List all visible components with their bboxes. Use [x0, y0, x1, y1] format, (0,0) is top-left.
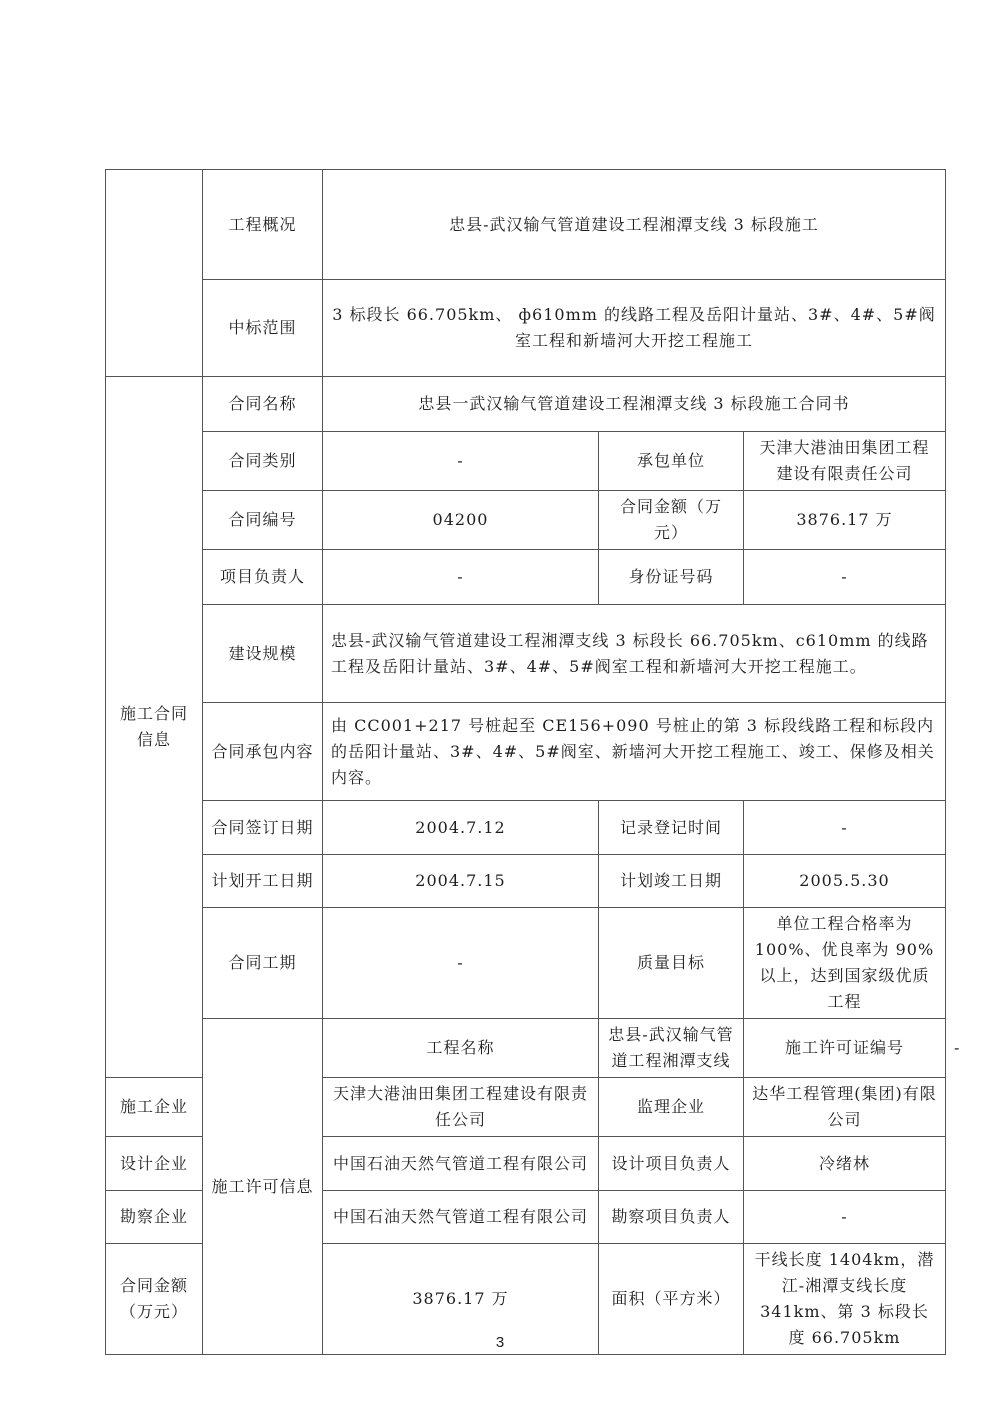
table-row [106, 550, 946, 605]
table-row [106, 908, 946, 1019]
row-value: - [744, 801, 946, 855]
contractor-value: 天津大港油田集团工程建设有限责任公司 [744, 432, 946, 491]
row-label: 勘察企业 [106, 1191, 203, 1244]
row-label: 计划竣工日期 [599, 855, 744, 908]
table-row: 施工许可信息 工程名称 忠县-武汉输气管道工程湘潭支线 施工许可证编号 - [106, 1019, 946, 1078]
design-lead-value: 冷绪林 [744, 1137, 946, 1191]
table-row [106, 605, 946, 703]
area-value: 干线长度 1404km，潜江-湘潭支线长度 341km、第 3 标段长度 66.705km [744, 1244, 946, 1355]
row-label: 勘察项目负责人 [599, 1191, 744, 1244]
row-label: 合同金额（万元） [106, 1244, 203, 1355]
designer-value: 中国石油天然气管道工程有限公司 [323, 1137, 599, 1191]
table-row [106, 280, 946, 377]
row-value: - [744, 1191, 946, 1244]
page-number: 3 [495, 1334, 505, 1351]
end-date-value: 2005.5.30 [744, 855, 946, 908]
surveyor-value: 中国石油天然气管道工程有限公司 [323, 1191, 599, 1244]
supervisor-value: 达华工程管理(集团)有限公司 [744, 1078, 946, 1137]
table-row [106, 855, 946, 908]
section1-header-cell [106, 170, 203, 377]
sign-date-value: 2004.7.12 [323, 801, 599, 855]
row-label: 合同签订日期 [203, 801, 323, 855]
table-row [106, 377, 946, 432]
row-label: 承包单位 [599, 432, 744, 491]
row-value: - [744, 550, 946, 605]
contract-name-value: 忠县一武汉输气管道建设工程湘潭支线 3 标段施工合同书 [323, 377, 946, 432]
contract-content-value: 由 CC001+217 号桩起至 CE156+090 号桩止的第 3 标段线路工程和标段内的岳阳计量站、3#、4#、5#阀室、新墙河大开挖工程施工、竣工、保修及相关内容。 [323, 703, 946, 801]
start-date-value: 2004.7.15 [323, 855, 599, 908]
row-label: 记录登记时间 [599, 801, 744, 855]
table-row [106, 170, 946, 280]
row-label: 工程概况 [203, 170, 323, 280]
quality-target-value: 单位工程合格率为 100%、优良率为 90%以上，达到国家级优质工程 [744, 908, 946, 1019]
row-value: - [323, 432, 599, 491]
row-label: 设计项目负责人 [599, 1137, 744, 1191]
row-label: 中标范围 [203, 280, 323, 377]
section-header: 施工合同信息 [106, 377, 203, 1078]
row-label: 合同编号 [203, 491, 323, 550]
contract-amount-value: 3876.17 万 [744, 491, 946, 550]
row-label: 合同承包内容 [203, 703, 323, 801]
row-label: 合同工期 [203, 908, 323, 1019]
row-label: 工程名称 [323, 1019, 599, 1078]
contract-no-value: 04200 [323, 491, 599, 550]
table-row [106, 801, 946, 855]
row-label: 身份证号码 [599, 550, 744, 605]
row-label: 项目负责人 [203, 550, 323, 605]
bid-scope-value: 3 标段长 66.705km、 ф610mm 的线路工程及岳阳计量站、3#、4#、5#阀室工程和新墙河大开挖工程施工 [323, 280, 946, 377]
row-label: 合同类别 [203, 432, 323, 491]
row-label: 计划开工日期 [203, 855, 323, 908]
row-label: 面积（平方米） [599, 1244, 744, 1355]
row-label: 建设规模 [203, 605, 323, 703]
row-value: - [323, 908, 599, 1019]
project-name-value: 忠县-武汉输气管道工程湘潭支线 [599, 1019, 744, 1078]
row-label: 设计企业 [106, 1137, 203, 1191]
row-label: 施工企业 [106, 1078, 203, 1137]
table-row [106, 703, 946, 801]
project-overview-value: 忠县-武汉输气管道建设工程湘潭支线 3 标段施工 [323, 170, 946, 280]
row-label: 施工许可证编号 [744, 1019, 946, 1078]
row-value: - [323, 550, 599, 605]
permit-amount-value: 3876.17 万 [323, 1244, 599, 1355]
table-row [106, 432, 946, 491]
row-label: 监理企业 [599, 1078, 744, 1137]
construction-scale-value: 忠县-武汉输气管道建设工程湘潭支线 3 标段长 66.705km、c610mm 的线路工程及岳阳计量站、3#、4#、5#阀室工程和新墙河大开挖工程施工。 [323, 605, 946, 703]
row-label: 合同名称 [203, 377, 323, 432]
section-header: 施工许可信息 [203, 1019, 323, 1355]
info-table [105, 169, 961, 1355]
row-label: 合同金额（万元） [599, 491, 744, 550]
builder-value: 天津大港油田集团工程建设有限责任公司 [323, 1078, 599, 1137]
row-label: 质量目标 [599, 908, 744, 1019]
table-row [106, 491, 946, 550]
